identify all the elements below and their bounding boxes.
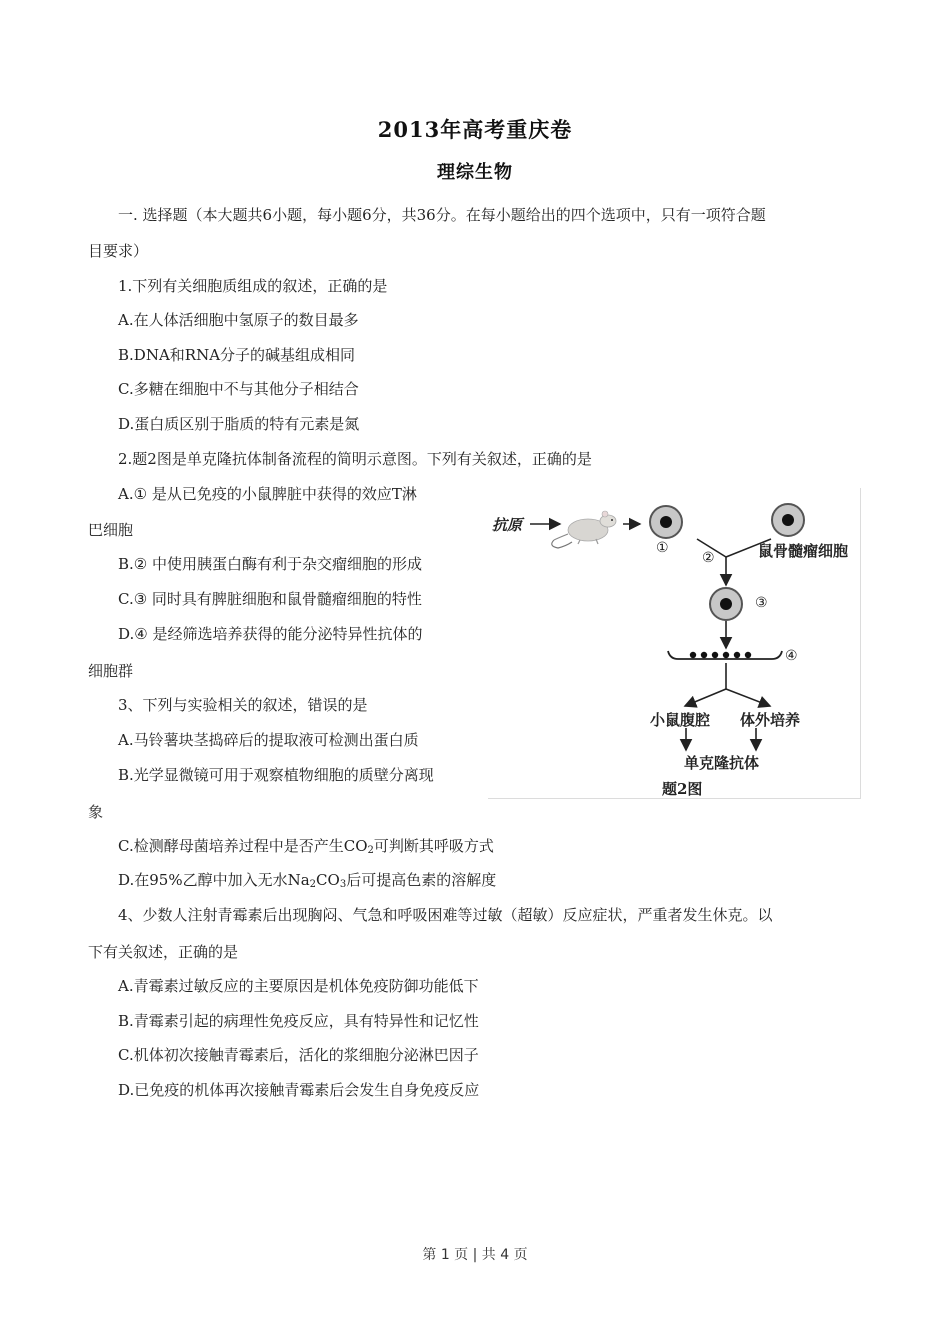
question-2-option-a: A.① 是从已免疫的小鼠脾脏中获得的效应T淋	[118, 485, 417, 503]
subject-title: 理综生物	[437, 162, 513, 183]
question-2-option-d: D.④ 是经筛选培养获得的能分泌特异性抗体的	[118, 625, 423, 643]
subscript: 2	[367, 845, 374, 856]
question-1-option-b: B.DNA和RNA分子的碱基组成相同	[118, 346, 356, 364]
question-4-stem-line1: 4、少数人注射青霉素后出现胸闷、气急和呼吸困难等过敏（超敏）反应症状，严重者发生休克。以	[118, 906, 773, 924]
page-title: 2013年高考重庆卷	[377, 117, 573, 142]
option-d-text-mid: CO	[316, 871, 340, 889]
monoclonal-antibody-diagram	[488, 488, 861, 799]
option-c-text: C.检测酵母菌培养过程中是否产生CO	[118, 837, 368, 855]
question-3-option-d	[118, 870, 496, 890]
spleen-cell-icon	[649, 505, 683, 539]
question-2-option-b: B.② 中使用胰蛋白酶有利于杂交瘤细胞的形成	[118, 555, 423, 573]
question-1-stem: 1.下列有关细胞质组成的叙述，正确的是	[118, 277, 388, 295]
question-1-option-d: D.蛋白质区别于脂质的特有元素是氮	[118, 415, 360, 433]
section-instructions-line2: 目要求）	[88, 242, 149, 260]
subscript: 2	[309, 879, 317, 890]
antigen-label: 抗原	[492, 516, 523, 534]
question-2-option-d-cont: 细胞群	[88, 662, 134, 680]
monoclonal-antibody-label: 单克隆抗体	[684, 754, 760, 772]
question-2-option-c: C.③ 同时具有脾脏细胞和鼠骨髓瘤细胞的特性	[118, 590, 422, 608]
question-4-stem-line2: 下有关叙述，正确的是	[88, 943, 239, 961]
question-2-option-a-cont: 巴细胞	[88, 521, 134, 539]
question-4-option-b: B.青霉素引起的病理性免疫反应，具有特异性和记忆性	[118, 1012, 479, 1030]
myeloma-cell-icon	[771, 503, 805, 537]
question-1-option-a: A.在人体活细胞中氢原子的数目最多	[118, 311, 359, 329]
section-instructions-line1: 一. 选择题（本大题共6小题，每小题6分，共36分。在每小题给出的四个选项中，只有一项符合题	[118, 206, 766, 224]
question-4-option-a: A.青霉素过敏反应的主要原因是机体免疫防御功能低下	[118, 977, 479, 995]
question-2-stem: 2.题2图是单克隆抗体制备流程的简明示意图。下列有关叙述，正确的是	[118, 450, 592, 468]
subscript: 3	[339, 879, 347, 890]
question-4-option-c: C.机体初次接触青霉素后，活化的浆细胞分泌淋巴因子	[118, 1046, 479, 1064]
question-3-option-b-cont: 象	[88, 803, 104, 821]
option-d-text: D.在95%乙醇中加入无水Na	[118, 871, 310, 889]
page-footer: 第 1 页 | 共 4 页	[422, 1247, 528, 1263]
myeloma-cell-label: 鼠骨髓瘤细胞	[758, 542, 849, 560]
option-c-text-end: 可判断其呼吸方式	[373, 837, 494, 855]
step-1-marker: ①	[656, 540, 669, 556]
step-4-marker: ④	[785, 648, 798, 664]
mouse-abdomen-label: 小鼠腹腔	[650, 711, 711, 729]
mouse-icon	[552, 511, 616, 548]
question-1-option-c: C.多糖在细胞中不与其他分子相结合	[118, 380, 359, 398]
step-2-marker: ②	[702, 550, 715, 566]
option-d-text-end: 后可提高色素的溶解度	[346, 871, 497, 889]
hybridoma-cell-icon	[709, 587, 743, 621]
step-3-marker: ③	[755, 595, 768, 611]
question-3-option-a: A.马铃薯块茎捣碎后的提取液可检测出蛋白质	[118, 731, 419, 749]
question-4-option-d: D.已免疫的机体再次接触青霉素后会发生自身免疫反应	[118, 1081, 480, 1099]
question-3-option-c	[118, 836, 494, 856]
in-vitro-culture-label: 体外培养	[740, 711, 801, 729]
question-3-stem: 3、下列与实验相关的叙述，错误的是	[118, 696, 368, 714]
figure-caption: 题2图	[662, 780, 703, 798]
question-3-option-b: B.光学显微镜可用于观察植物细胞的质壁分离现	[118, 766, 434, 784]
